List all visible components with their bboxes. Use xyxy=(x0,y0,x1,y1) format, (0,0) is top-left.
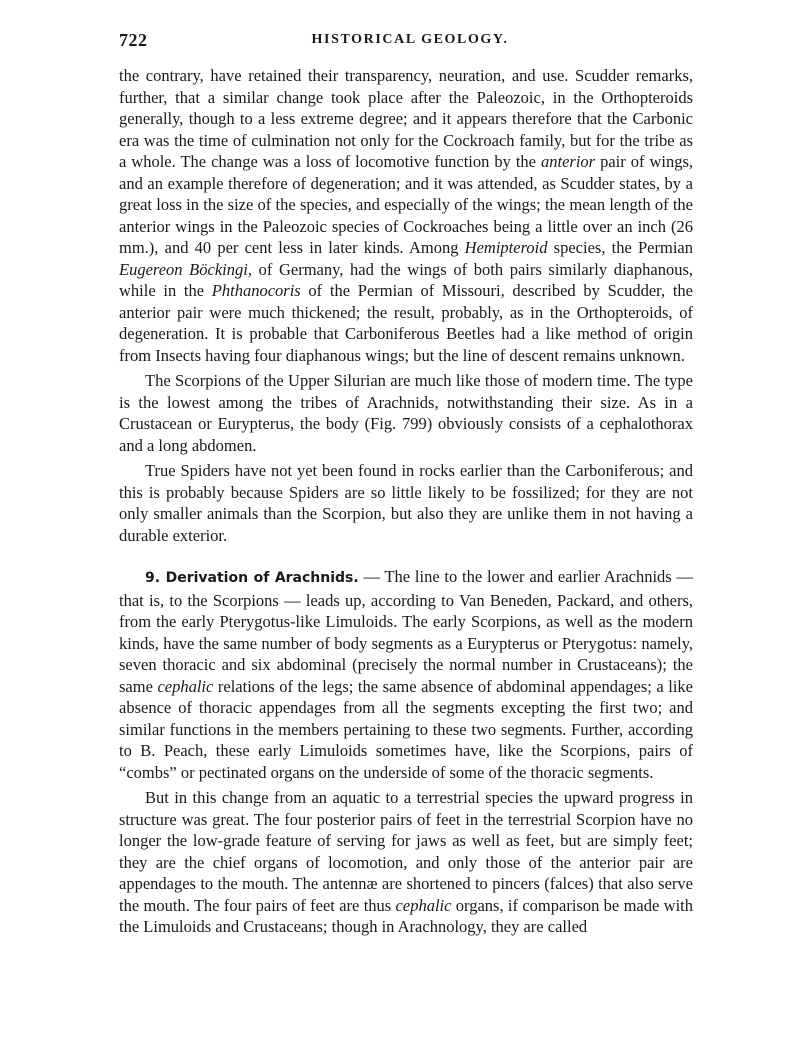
paragraph-continuation xyxy=(119,65,693,366)
italic-term: anterior xyxy=(540,152,596,171)
text-run: — The line to the lower and earlier Arachnids — that is, to the Scorpions — leads up, according to Van Beneden, Packard, and others, from the early Pterygotus-like Limuloids. The early Scorpions, as well as the modern kinds, have the same number of body segments as a Eurypterus or Pterygotus: namely, seven thoracic and six abdominal (precisely the normal number in Crustaceans); the same xyxy=(119,567,694,696)
italic-term: cephalic xyxy=(395,895,452,915)
page-number: 722 xyxy=(119,30,148,50)
body-text xyxy=(119,65,693,938)
text-run: of the Permian of Missouri, described by Scudder, the anterior pair were much thickened; the result, probably, as in the Orthopteroids, of degeneration. It is probable that Carboniferous Beetles had a like method of origin from Insects having four diaphanous wings; but the line of descent remains unknown. xyxy=(119,281,693,365)
paragraph-derivation xyxy=(119,566,693,783)
text-run: the contrary, have retained their transparency, neuration, and use. Scudder remarks, further, that a similar change took place after the Paleozoic, in the Orthopteroids generally, though to a less extreme degree; and it appears therefore that the Carbonic era was the time of culmination not only for the Cockroach family, but for the tribe as a whole. The change was a loss of locomotive function by the xyxy=(119,66,693,171)
text-run: of Germany, had the wings of both pairs similarly diaphanous, while in the xyxy=(119,259,693,300)
text-run: But in this change from an aquatic to a terrestrial species the upward progress in structure was great. The four posterior pairs of feet in the terrestrial Scorpion have no longer the low-grade feature of serving for jaws as well as feet, but are simply feet; they are the chief organs of locomotion, and only those of the anterior pair are appendages to the mouth. The antennæ are shortened to pincers (falces) that also serve the mouth. The four pairs of feet are thus xyxy=(119,788,693,915)
section-heading: 9. Derivation of Arachnids. xyxy=(145,570,359,586)
running-title: HISTORICAL GEOLOGY. xyxy=(311,32,509,47)
text-run: species, the Permian xyxy=(547,238,693,257)
italic-term: Hemipteroid xyxy=(464,238,548,257)
running-head xyxy=(119,30,701,54)
paragraph-scorpions: The Scorpions of the Upper Silurian are much like those of modern time. The type is the lowest among the tribes of Arachnids, notwithstanding their size. As in a Crustacean or Eurypterus, the body (Fig. 799) obviously consists of a cephalothorax and a long abdomen. xyxy=(119,371,693,455)
paragraph-terrestrial xyxy=(119,787,693,938)
text-run: organs, if comparison be made with the Limuloids and Crustaceans; though in Arachnology, they are called xyxy=(119,895,693,936)
text-run: relations of the legs; the same absence of abdominal appendages; a like absence of thoracic appendages from all the segments excepting the first two; and similar functions in the members pertaining to these two segments. Further, according to B. Peach, these early Limuloids sometimes have, like the Scorpions, pairs of “combs” or pectinated organs on the underside of some of the thoracic segments. xyxy=(119,676,693,782)
italic-term: Eugereon Böckingi, xyxy=(119,259,252,279)
paragraph-spiders: True Spiders have not yet been found in rocks earlier than the Carboniferous; and this is probably because Spiders are so little likely to be fossilized; for they are not only smaller animals than the Scorpion, but also they are unlike them in not having a durable exterior. xyxy=(119,461,693,545)
text-run: pair of wings, and an example therefore of degeneration; and it was attended, as Scudder states, by a great loss in the size of the species, and especially of the wings; the mean length of the anterior wings in the Paleozoic species of Cockroaches being a little over an inch (26 mm.), and 40 per cent less in later kinds. Among xyxy=(119,152,693,257)
italic-term: Phthanocoris xyxy=(211,281,301,300)
italic-term: cephalic xyxy=(157,676,214,696)
